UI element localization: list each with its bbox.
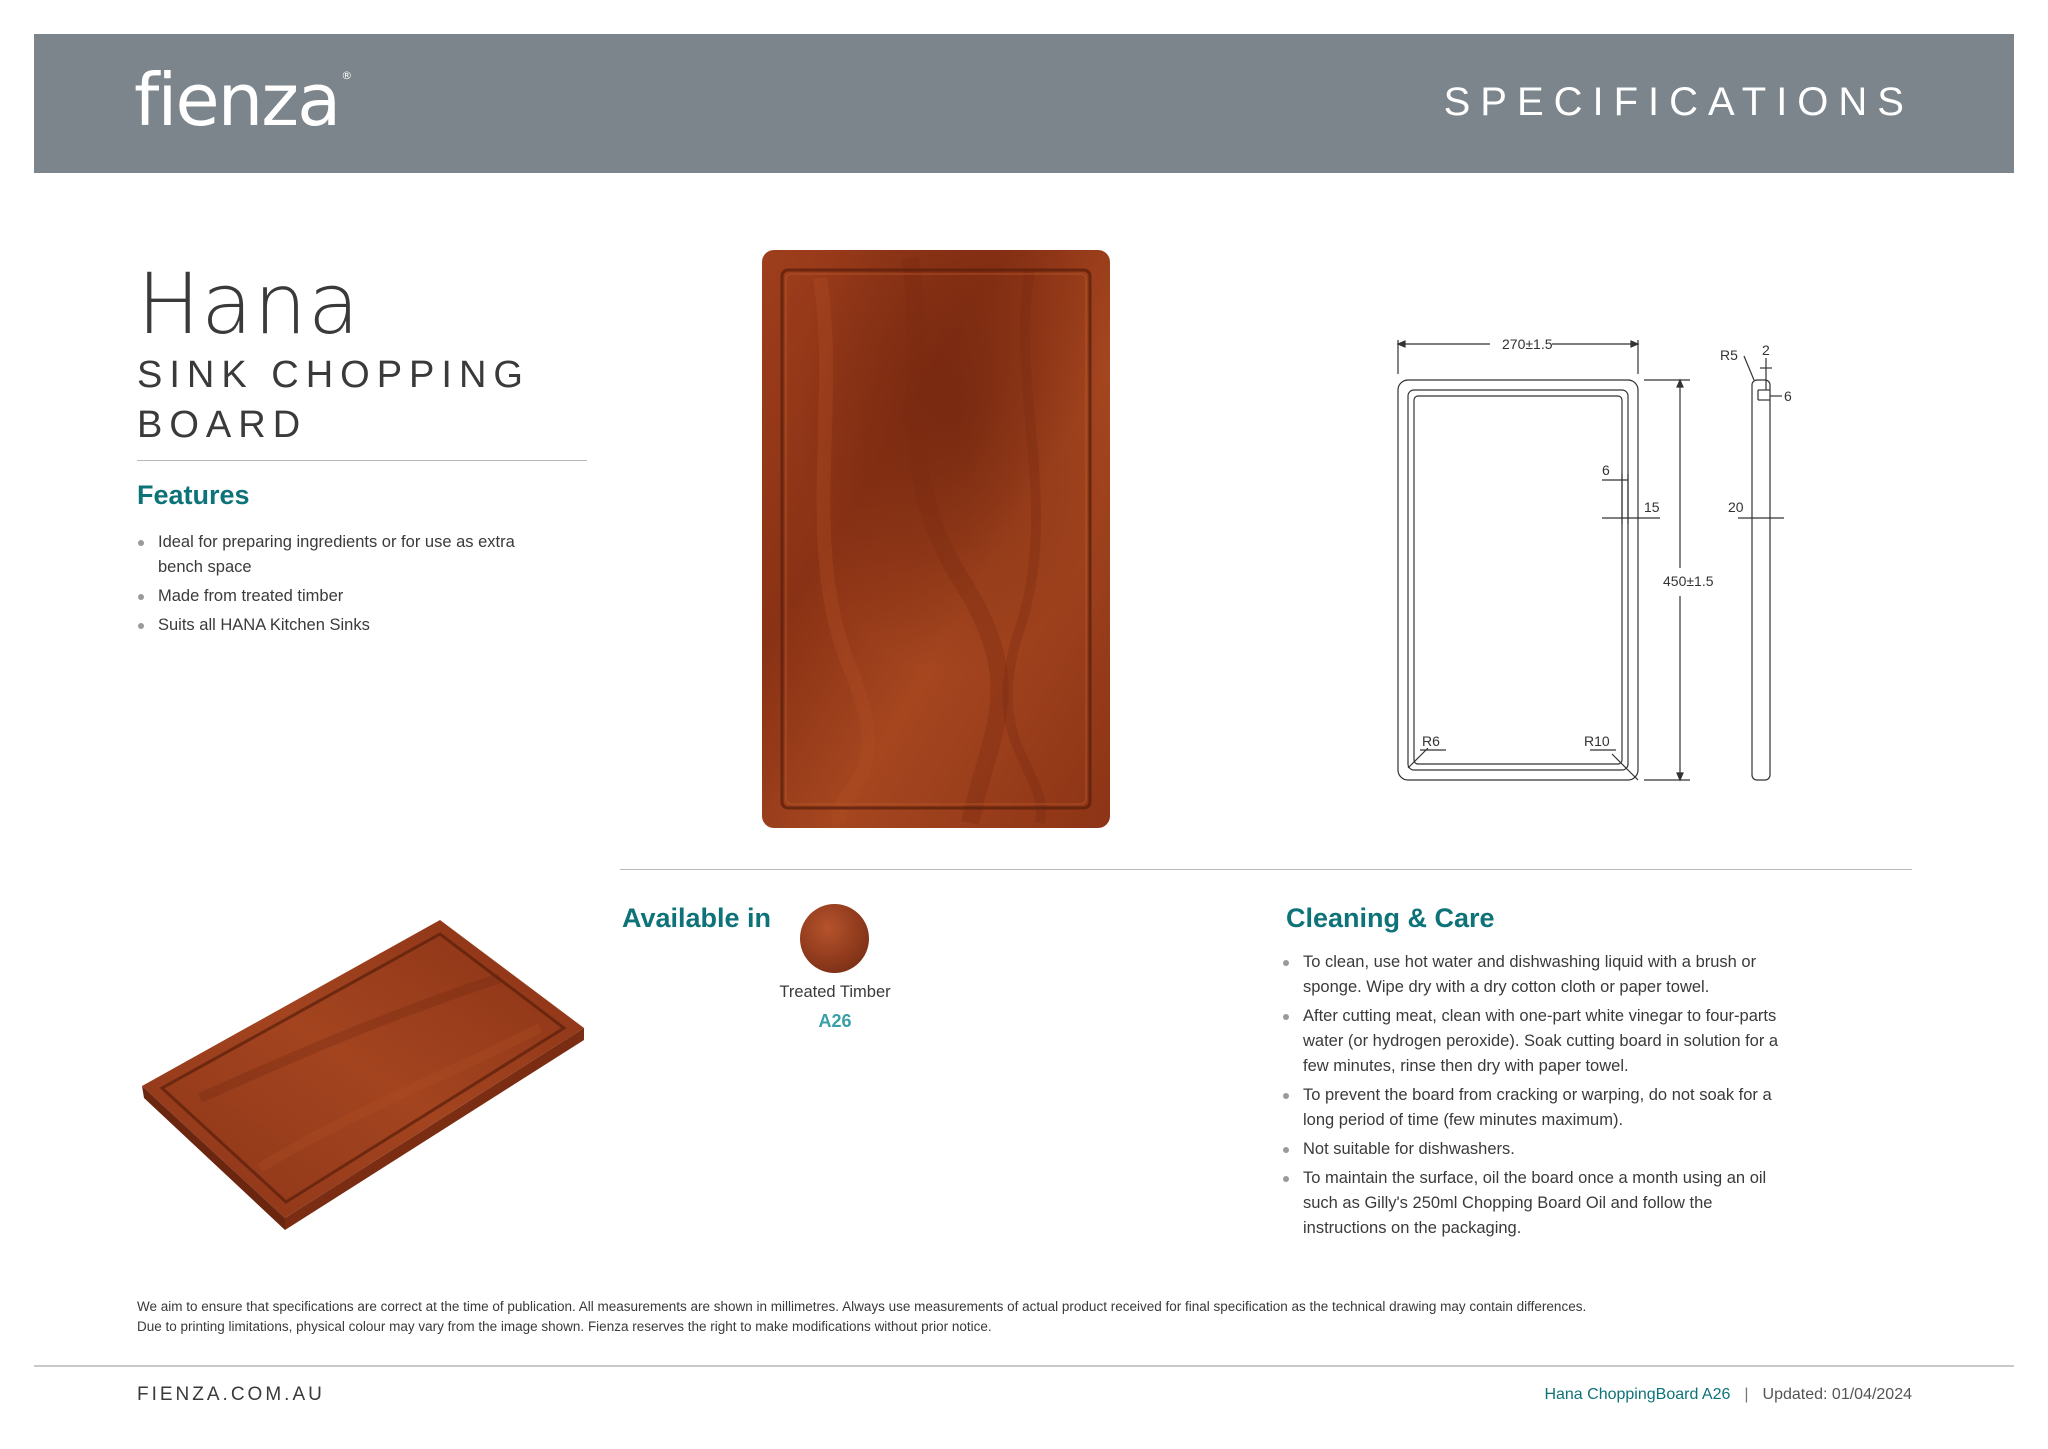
- feature-item: Made from treated timber: [137, 584, 557, 609]
- feature-item: Ideal for preparing ingredients or for use as extra bench space: [137, 530, 557, 580]
- inner-radius-label: R6: [1422, 733, 1440, 749]
- groove-dimension: 6: [1602, 462, 1610, 478]
- swatch-label: Treated Timber: [779, 983, 891, 1001]
- swatch-code: A26: [818, 1011, 852, 1031]
- separator: |: [1744, 1386, 1749, 1403]
- board-top-view-image: [760, 248, 1112, 830]
- care-item: To prevent the board from cracking or warping, do not soak for a long period of time (few minutes maximum).: [1282, 1083, 1782, 1133]
- rim-dimension: 15: [1644, 499, 1660, 515]
- document-info: [1544, 1386, 1912, 1404]
- care-list: [1282, 950, 1782, 1245]
- care-item: To maintain the surface, oil the board once a month using an oil such as Gilly's 250ml Chopping Board Oil and follow the instructions on the packaging.: [1282, 1166, 1782, 1241]
- groove-inner: [1414, 396, 1622, 764]
- disclaimer: We aim to ensure that specifications are correct at the time of publication. All measurements are shown in millimetres. Always use measurements of actual product received for final specification as the technical drawing may contain differences. Due to printing limitations, physical colour may vary from the image shown. Fienza reserves the right to make modifications without prior notice.: [137, 1299, 1587, 1334]
- website-link[interactable]: FIENZA.COM.AU: [137, 1384, 325, 1405]
- board-side-view: [1752, 380, 1770, 780]
- board-perspective-image: [140, 918, 590, 1240]
- document-name: Hana ChoppingBoard A26: [1544, 1386, 1731, 1403]
- fienza-logo[interactable]: fienza ®: [134, 58, 353, 142]
- updated-label: Updated:: [1762, 1386, 1828, 1403]
- header-bar: [34, 34, 2014, 173]
- care-item: To clean, use hot water and dishwashing liquid with a brush or sponge. Wipe dry with a dry cotton cloth or paper towel.: [1282, 950, 1782, 1000]
- height-dimension: 450±1.5: [1663, 573, 1714, 589]
- section-divider: [620, 869, 1912, 870]
- feature-item: Suits all HANA Kitchen Sinks: [137, 613, 557, 638]
- product-subtitle: SINK CHOPPING BOARD: [137, 354, 530, 446]
- available-in-heading: Available in: [622, 903, 772, 933]
- groove-outer: [1408, 390, 1628, 770]
- care-item: Not suitable for dishwashers.: [1282, 1137, 1782, 1162]
- width-dimension: 270±1.5: [1502, 336, 1553, 352]
- treated-timber-swatch[interactable]: [800, 904, 869, 973]
- side-radius-label: R5: [1720, 347, 1738, 363]
- technical-drawing: [1380, 328, 1820, 798]
- side-top-dimension: 2: [1762, 342, 1770, 358]
- care-item: After cutting meat, clean with one-part white vinegar to four-parts water (or hydrogen peroxide). Soak cutting board in solution for a few minutes, rinse then dry with paper towel.: [1282, 1004, 1782, 1079]
- updated-date: 01/04/2024: [1831, 1386, 1912, 1403]
- title-divider: [137, 460, 587, 461]
- side-groove-dimension: 6: [1784, 388, 1792, 404]
- thickness-dimension: 20: [1728, 499, 1744, 515]
- specifications-title: SPECIFICATIONS: [1443, 80, 1914, 124]
- features-list: [137, 530, 557, 642]
- outer-radius-label: R10: [1584, 733, 1610, 749]
- product-name: Hana: [137, 255, 361, 353]
- cleaning-care-heading: Cleaning & Care: [1286, 903, 1495, 933]
- features-heading: Features: [137, 480, 250, 510]
- footer-divider: [34, 1365, 2014, 1367]
- board-outline: [1398, 380, 1638, 780]
